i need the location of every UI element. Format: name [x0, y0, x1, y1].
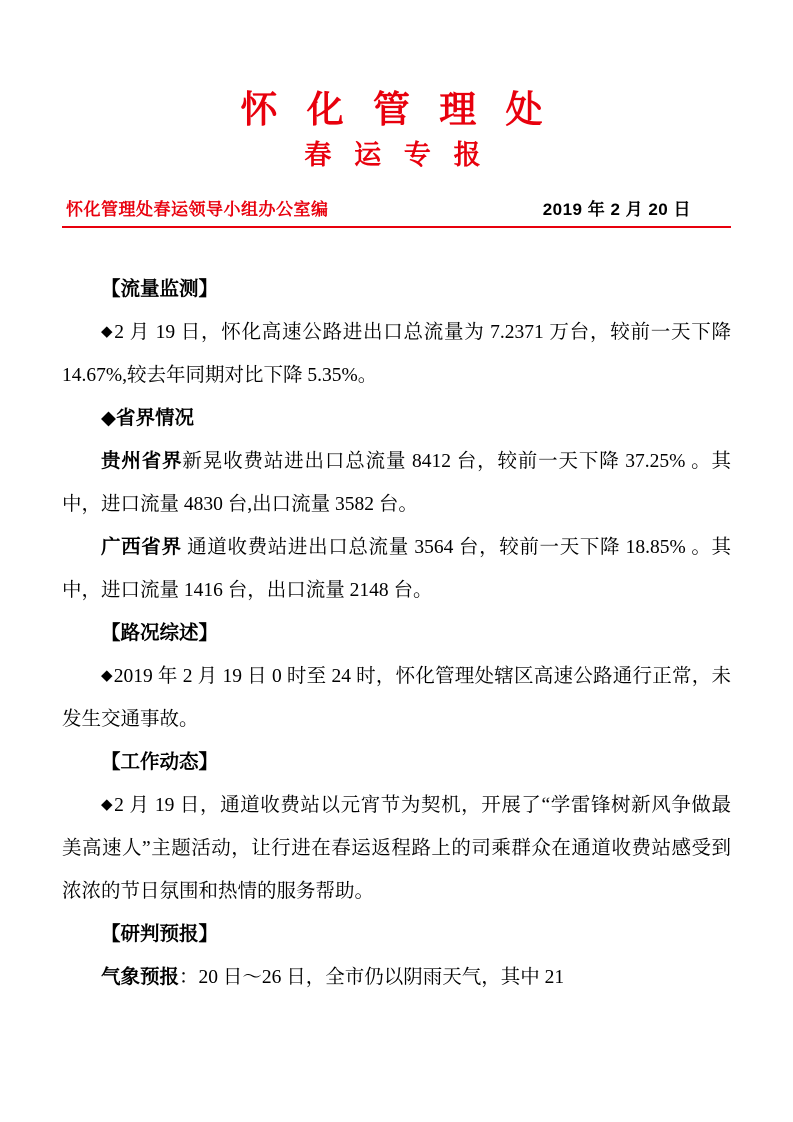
paragraph-text: 新晃收费站进出口总流量 8412 台，较前一天下降 37.25% 。其中，进口流量 4830 台,出口流量 3582 台。: [62, 451, 731, 516]
paragraph: [62, 440, 731, 526]
section-heading: ◆省界情况: [101, 408, 194, 430]
masthead: [62, 88, 731, 228]
bullet-diamond-icon: ◆: [101, 324, 114, 341]
paragraph: [62, 784, 731, 913]
masthead-divider: [62, 226, 731, 228]
paragraph: [62, 526, 731, 612]
paragraph-text: ：20 日～26 日，全市仍以阴雨天气，其中 21: [179, 967, 565, 989]
paragraph: [62, 311, 731, 397]
bullet-diamond-icon: ◆: [101, 797, 114, 814]
section-heading: 【工作动态】: [101, 752, 219, 774]
paragraph: [62, 956, 731, 999]
issuer-label: 怀化管理处春运领导小组办公室编: [66, 200, 329, 220]
document-body: [62, 268, 731, 999]
issue-date: 2019 年 2 月 20 日: [542, 200, 691, 220]
paragraph-text: 2 月 19 日，通道收费站以元宵节为契机，开展了“学雷锋树新风争做最美高速人”主题活动，让行进在春运返程路上的司乘群众在通道收费站感受到浓浓的节日氛围和热情的服务帮助。: [62, 795, 732, 903]
paragraph-text: 2 月 19 日，怀化高速公路进出口总流量为 7.2371 万台，较前一天下降 14.67%,较去年同期对比下降 5.35%。: [62, 322, 731, 387]
section-heading: 【路况综述】: [101, 623, 219, 645]
bullet-diamond-icon: ◆: [101, 668, 113, 685]
paragraph-lead: 广西省界: [101, 537, 182, 559]
section-heading: 【流量监测】: [101, 279, 219, 301]
masthead-meta: [62, 195, 731, 224]
page-subtitle: 春 运 专 报: [304, 140, 489, 171]
paragraph-lead: 贵州省界: [101, 451, 183, 473]
page-title: 怀 化 管 理 处: [240, 90, 553, 131]
section-heading: 【研判预报】: [101, 924, 219, 946]
paragraph-text: 通道收费站进出口总流量 3564 台，较前一天下降 18.85% 。其中，进口流量 1416 台，出口流量 2148 台。: [62, 537, 731, 602]
paragraph-lead: 气象预报: [101, 967, 180, 989]
paragraph: [62, 655, 731, 741]
paragraph-text: 2019 年 2 月 19 日 0 时至 24 时，怀化管理处辖区高速公路通行正常，未发生交通事故。: [62, 666, 731, 731]
